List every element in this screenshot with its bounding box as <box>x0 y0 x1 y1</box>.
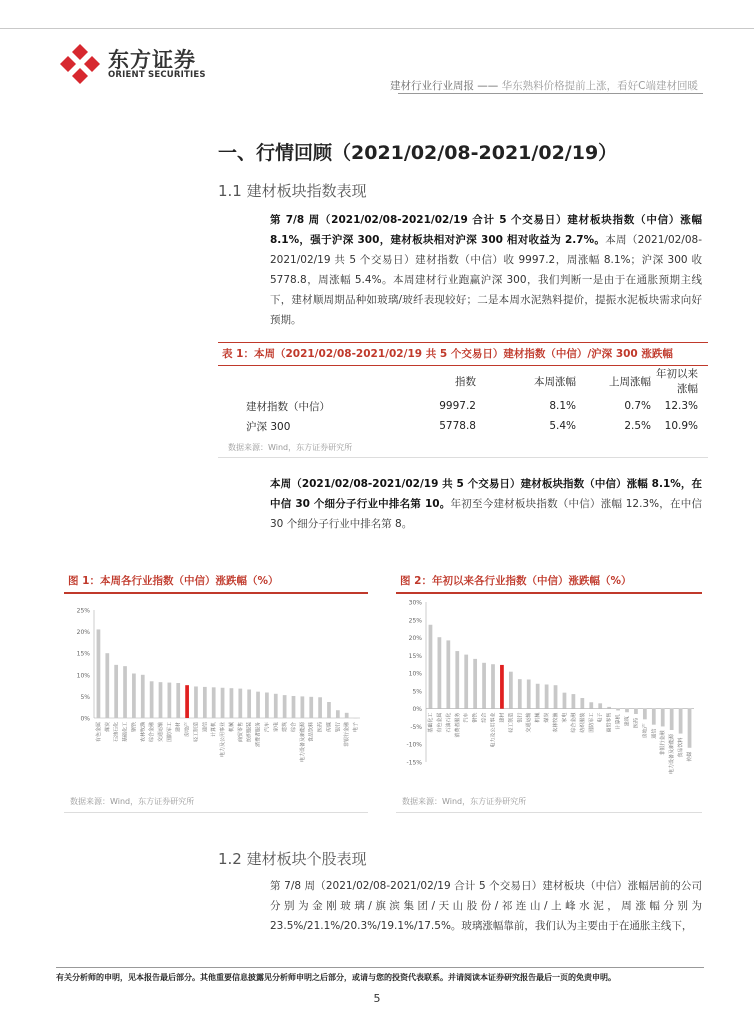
bar <box>572 694 576 709</box>
table-header-cell: 本周涨幅 <box>534 375 576 388</box>
category-label: 电力设备及新能源 <box>299 722 306 763</box>
category-label: 综合金融 <box>149 722 156 743</box>
paragraph-2 <box>270 474 702 534</box>
bar <box>473 659 477 709</box>
bar <box>168 683 172 718</box>
bar <box>589 702 593 708</box>
table-1 <box>218 342 708 458</box>
category-label: 建筑 <box>282 722 289 733</box>
bar <box>625 709 629 713</box>
bar <box>345 713 349 718</box>
y-tick-label: 20% <box>76 629 90 637</box>
y-tick-label: 30% <box>408 599 422 607</box>
category-label: 商贸零售 <box>606 712 613 733</box>
brand-name-en: ORIENT SECURITIES <box>108 70 206 80</box>
category-label: 银行 <box>335 722 342 733</box>
bar <box>247 689 251 718</box>
category-label: 建筑 <box>624 716 631 727</box>
bar <box>141 675 145 718</box>
bar <box>429 625 433 709</box>
table-header-cell: 上周涨幅 <box>609 375 651 388</box>
bar <box>309 697 313 718</box>
figure-1 <box>64 573 368 594</box>
category-label: 国防军工 <box>166 722 173 743</box>
category-label: 国防军工 <box>588 712 595 733</box>
y-tick-label: 0% <box>80 715 90 723</box>
category-label: 计算机 <box>211 722 218 738</box>
bar <box>132 674 136 718</box>
bar <box>176 683 180 718</box>
bar <box>301 696 305 718</box>
category-label: 家电 <box>561 712 568 723</box>
header-rule <box>398 93 703 94</box>
brand-name: 东方证券 <box>108 48 196 72</box>
table-cell: 0.7% <box>624 400 651 412</box>
bar <box>318 697 322 718</box>
bar <box>491 664 495 708</box>
table-cell: 建材指数（中信） <box>246 400 330 413</box>
category-label: 交通运输 <box>526 712 533 733</box>
table-1-title: 表 1：本周（2021/02/08-2021/02/19 共 5 个交易日）建材指数（中信）/沪深 300 涨跌幅 <box>218 342 708 366</box>
figure-2-chart <box>396 594 702 790</box>
bar <box>114 665 118 718</box>
figure-2-title: 图 2：年初以来各行业指数（中信）涨跌幅（%） <box>400 575 632 587</box>
category-label: 电力设备及新能源 <box>669 734 676 775</box>
bar <box>327 702 331 718</box>
category-label: 商贸零售 <box>237 722 244 743</box>
y-tick-label: 5% <box>80 693 90 701</box>
category-label: 煤炭 <box>544 712 551 723</box>
bar <box>256 692 260 718</box>
header-dash: —— <box>473 80 502 92</box>
bar <box>670 709 674 730</box>
bar <box>563 693 567 709</box>
bar <box>212 687 216 718</box>
category-label: 通信 <box>651 728 658 739</box>
bar <box>545 684 549 708</box>
category-label: 食品饮料 <box>308 722 315 743</box>
category-label: 传媒 <box>326 722 333 733</box>
bar <box>536 684 540 709</box>
y-tick-label: 15% <box>408 652 422 660</box>
bar <box>643 709 647 720</box>
paragraph-1 <box>270 210 702 330</box>
bar <box>580 698 584 709</box>
bar <box>221 688 225 718</box>
table-1-grid <box>218 366 708 436</box>
bar <box>616 709 620 711</box>
paragraph-1-bold: 第 7/8 周（2021/02/08-2021/02/19 合计 5 个交易日）建材板块指数（中信）涨幅 8.1%，强于沪深 300，建材板块相对沪深 300 相对收益为 2.7%。 <box>270 214 702 246</box>
category-label: 机械 <box>228 722 235 733</box>
category-label: 食品饮料 <box>678 737 685 758</box>
bar <box>607 707 611 709</box>
table-cell: 2.5% <box>624 420 651 432</box>
bar <box>336 710 340 718</box>
table-cell: 5.4% <box>549 420 576 432</box>
category-label: 综合 <box>481 712 488 723</box>
y-tick-label: 25% <box>76 607 90 615</box>
category-label: 钢铁 <box>472 712 479 723</box>
figure-2 <box>396 573 702 594</box>
bar <box>634 709 638 714</box>
bar-highlight <box>500 665 504 709</box>
bar <box>661 709 665 727</box>
table-1-source: 数据来源：Wind，东方证券研究所 <box>228 443 353 452</box>
table-row <box>218 396 708 416</box>
category-label: 综合金融 <box>570 712 577 733</box>
bar <box>265 693 269 718</box>
category-label: 综合 <box>291 722 297 733</box>
bar <box>292 696 296 718</box>
bar <box>464 655 468 709</box>
category-label: 轻工制造 <box>508 712 515 733</box>
y-tick-label: 5% <box>412 688 422 696</box>
y-tick-label: -10% <box>406 741 422 749</box>
table-cell: 沪深 300 <box>246 420 291 433</box>
subsection-title-1: 1.1 建材板块指数表现 <box>218 182 367 200</box>
bar <box>598 703 602 708</box>
category-label: 汽车 <box>264 722 271 733</box>
subsection-title-2: 1.2 建材板块个股表现 <box>218 850 367 868</box>
bar <box>688 709 692 748</box>
category-label: 农林牧渔 <box>140 722 147 743</box>
bar <box>194 686 198 718</box>
report-subtitle: 华东熟料价格提前上涨，看好C端建材回暖 <box>501 80 698 92</box>
figure-2-source: 数据来源：Wind，东方证券研究所 <box>402 797 527 806</box>
bar <box>554 685 558 708</box>
category-label: 煤炭 <box>104 722 111 733</box>
category-label: 有色金属 <box>436 712 443 733</box>
bar <box>105 653 109 718</box>
category-label: 轻工制造 <box>193 722 200 743</box>
bar <box>455 651 459 709</box>
bar <box>438 637 442 708</box>
figure-1-source: 数据来源：Wind，东方证券研究所 <box>70 797 195 806</box>
y-tick-label: 25% <box>408 617 422 625</box>
orient-logo-icon <box>58 42 102 86</box>
y-tick-label: -5% <box>410 723 422 731</box>
category-label: 基础化工 <box>122 722 129 743</box>
bar <box>230 688 234 718</box>
figure-1-rule <box>64 592 368 594</box>
bar <box>652 709 656 725</box>
table-row <box>218 416 708 436</box>
y-tick-label: 10% <box>76 672 90 680</box>
figure-1-chart <box>64 598 368 790</box>
category-label: 基础化工 <box>427 712 434 733</box>
category-label: 非银行金融 <box>660 730 667 756</box>
category-label: 交通运输 <box>158 722 164 743</box>
category-label: 石油石化 <box>113 722 120 743</box>
bar-highlight <box>185 685 189 718</box>
figure-2-bottom-rule <box>396 812 702 813</box>
bar <box>482 663 486 709</box>
bar <box>274 694 278 718</box>
report-type: 建材行业行业周报 <box>389 80 474 92</box>
table-cell: 5778.8 <box>439 420 476 432</box>
table-header-row <box>218 366 708 396</box>
category-label: 医药 <box>633 718 640 729</box>
category-label: 有色金属 <box>95 722 102 743</box>
table-cell: 8.1% <box>549 400 576 412</box>
category-label: 医药 <box>317 722 324 733</box>
category-label: 非银行金融 <box>344 722 351 748</box>
category-label: 电力及公用事业 <box>490 712 497 748</box>
y-tick-label: 0% <box>412 706 422 714</box>
y-tick-label: 10% <box>408 670 422 678</box>
table-1-bottom-rule <box>218 457 708 458</box>
category-label: 钢铁 <box>131 722 138 733</box>
bar <box>150 681 154 718</box>
category-label: 纺织服装 <box>579 712 586 733</box>
bar <box>283 695 287 718</box>
table-header-cell: 指数 <box>455 375 476 388</box>
category-label: 消费者服务 <box>454 712 461 738</box>
paragraph-2-bold: 本周（2021/02/08-2021/02/19 共 5 个交易日）建材板块指数（中信）涨幅 8.1%，在中信 30 个细分子行业中排名第 10。 <box>270 478 702 510</box>
category-label: 机械 <box>535 712 542 723</box>
table-header-cell <box>218 366 376 396</box>
category-label: 通信 <box>202 722 209 733</box>
bar <box>123 666 127 718</box>
category-label: 计算机 <box>615 714 622 730</box>
bar <box>446 640 450 708</box>
category-label: 纺织服装 <box>246 722 253 743</box>
table-cell: 10.9% <box>664 420 698 432</box>
bar <box>509 672 513 709</box>
bar <box>518 679 522 709</box>
paragraph-3: 第 7/8 周（2021/02/08-2021/02/19 合计 5 个交易日）建材板块（中信）涨幅居前的公司分别为金刚玻璃/旗滨集团/天山股份/祁连山/上峰水泥，周涨幅分别为 23.5%/21.1%/20.3%/19.1%/17.5%。玻璃涨幅靠前，我们认为主要由于在通胀主线下， <box>270 880 702 932</box>
figure-1-bottom-rule <box>64 812 368 813</box>
category-label: 电子 <box>353 722 360 733</box>
category-label: 传媒 <box>687 751 694 762</box>
bar <box>238 689 242 718</box>
category-label: 房地产 <box>642 723 649 739</box>
table-cell: 9997.2 <box>439 400 476 412</box>
category-label: 房地产 <box>184 722 191 738</box>
paragraph-1-rest: 本周（2021/02/08-2021/02/19 共 5 个交易日）建材指数（中信）收 9997.2，周涨幅 8.1%；沪深 300 收 5778.8，周涨幅 5.4%。本周建材行业跑赢沪深 300，我们判断一是由于在通胀预期主线下，建材顺周期品种如玻璃/玻纤表现较好；二是本周水泥熟料提价，提振水泥板块需求向好预期。 <box>270 234 702 326</box>
footer-disclaimer: 有关分析师的申明，见本报告最后部分。其他重要信息披露见分析师申明之后部分，或请与您的投资代表联系。并请阅读本证券研究报告最后一页的免责申明。 <box>56 967 704 983</box>
bar <box>203 687 207 718</box>
paragraph-2-rest: 年初至今建材板块指数（中信）涨幅 12.3%，在中信 30 个细分子行业中排名第 8。 <box>270 498 702 530</box>
report-header <box>390 78 698 93</box>
bar <box>97 629 101 718</box>
bar <box>527 680 531 709</box>
category-label: 银行 <box>517 712 524 723</box>
category-label: 消费者服务 <box>255 722 262 748</box>
y-tick-label: 15% <box>76 650 90 658</box>
bar <box>159 682 163 718</box>
category-label: 家电 <box>273 722 280 733</box>
section-title: 一、行情回顾（2021/02/08-2021/02/19） <box>218 142 618 164</box>
figure-1-title: 图 1：本周各行业指数（中信）涨跌幅（%） <box>68 575 279 587</box>
category-label: 电子 <box>597 712 604 723</box>
category-label: 建材 <box>499 712 506 723</box>
category-label: 汽车 <box>463 712 470 723</box>
category-label: 石油石化 <box>445 712 452 733</box>
table-header-cell: 年初以来涨幅 <box>656 368 698 395</box>
y-tick-label: -15% <box>406 759 422 767</box>
category-label: 建材 <box>175 722 182 733</box>
top-rule <box>0 28 754 29</box>
table-cell: 12.3% <box>664 400 698 412</box>
y-tick-label: 20% <box>408 635 422 643</box>
bar <box>679 709 683 734</box>
page-number: 5 <box>373 992 381 1005</box>
category-label: 农林牧渔 <box>553 712 560 733</box>
category-label: 电力及公用事业 <box>220 722 227 758</box>
